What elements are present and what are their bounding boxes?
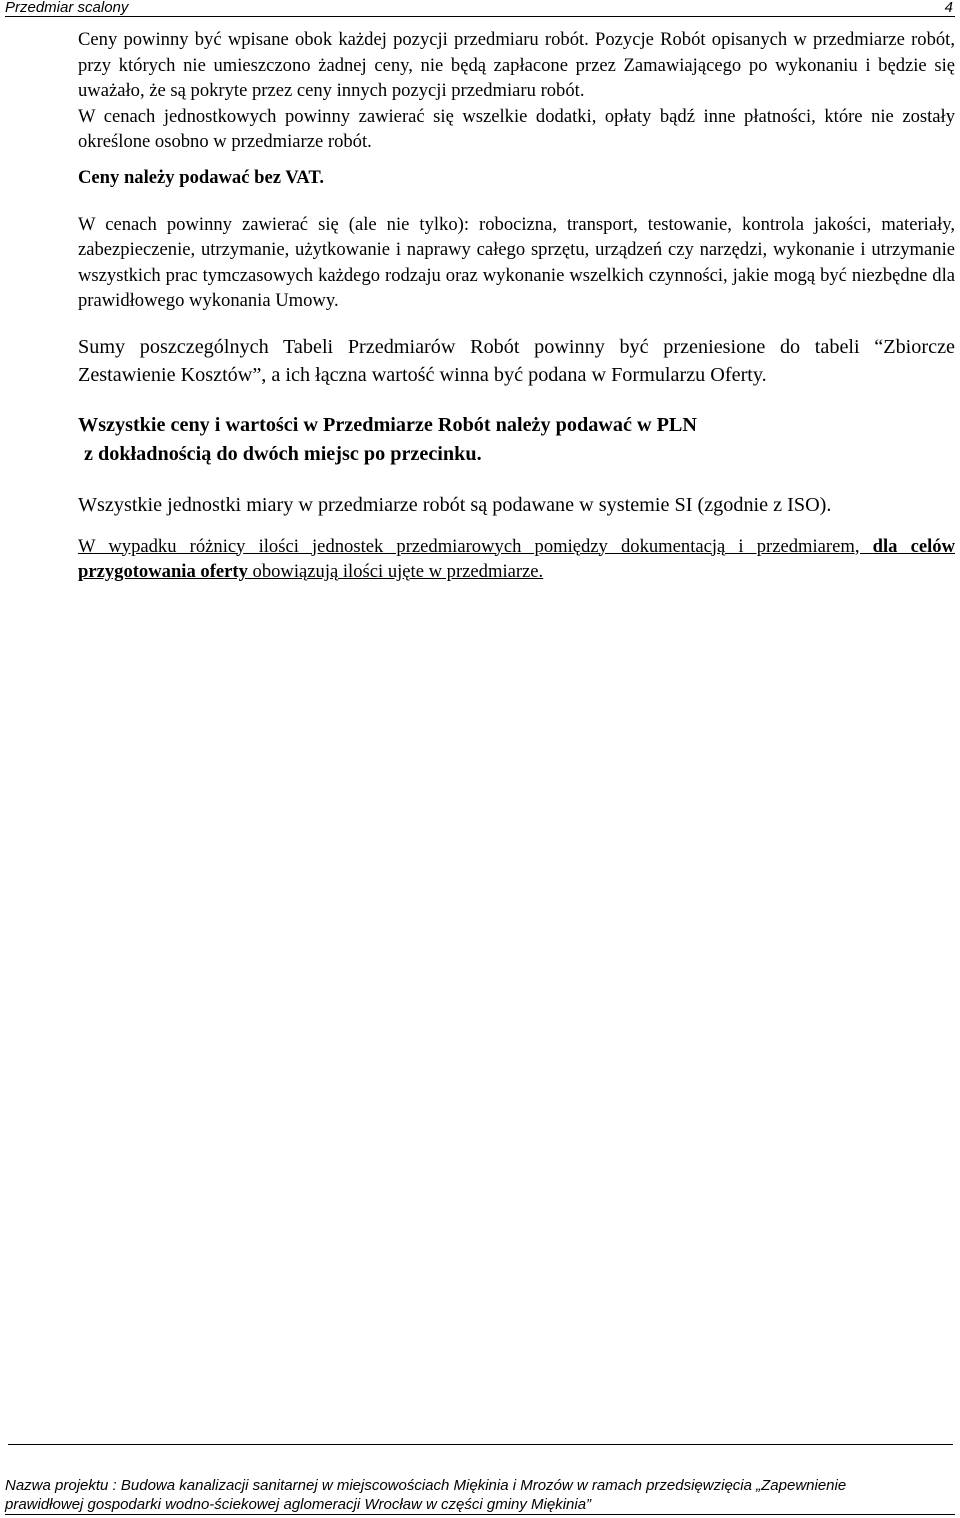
paragraph-unit-prices: W cenach jednostkowych powinny zawierać się wszelkie dodatki, opłaty bądź inne płatności, które nie zostały określone osobno w przedmiarze robót. — [78, 105, 955, 152]
pln-line-2: z dokładnością do dwóch miejsc po przecinku. — [84, 442, 482, 465]
document-body — [78, 27, 955, 585]
paragraph-no-vat: Ceny należy podawać bez VAT. — [78, 166, 325, 188]
footer-project-line-1: Nazwa projektu : Budowa kanalizacji sanitarnej w miejscowościach Miękinia i Mrozów w ramach przedsięwzięcia „Zapewnienie — [5, 1477, 847, 1494]
paragraph-si-units: Wszystkie jednostki miary w przedmiarze robót są podawane w systemie SI (zgodnie z ISO). — [78, 493, 832, 516]
page-header — [5, 0, 955, 17]
header-document-title: Przedmiar scalony — [5, 0, 129, 16]
header-page-number: 4 — [944, 0, 953, 16]
paragraph-quantity-difference — [78, 534, 955, 585]
footer-separator — [8, 1444, 953, 1445]
footer-project-line-2: prawidłowej gospodarki wodno-ściekowej aglomeracji Wrocław w części gminy Miękinia” — [5, 1495, 955, 1515]
paragraph-sum-transfer: Sumy poszczególnych Tabeli Przedmiarów Robót powinny być przeniesione do tabeli “Zbiorcze Zestawienie Kosztów”, a ich łączna wartość winna być podana w Formularzu Oferty. — [78, 335, 955, 386]
pln-line-1: Wszystkie ceny i wartości w Przedmiarze Robót należy podawać w PLN — [78, 413, 697, 436]
quantity-text-3: obowiązują ilości ujęte w przedmiarze. — [247, 561, 544, 582]
page-footer — [5, 1476, 955, 1515]
quantity-text-1: W wypadku różnicy ilości jednostek przedmiarowych pomiędzy dokumentacją i przedmiarem, — [78, 535, 873, 557]
paragraph-prices-per-item: Ceny powinny być wpisane obok każdej pozycji przedmiaru robót. Pozycje Robót opisanych w przedmiarze robót, przy których nie umieszczono żadnej ceny, nie będą zapłacone przez Zamawiającego po wykonaniu i będzie się uważało, że są pokryte przez ceny innych pozycji przedmiaru robót. — [78, 29, 955, 101]
paragraph-pln-precision — [78, 411, 955, 469]
quantity-text-bold: dla celów przygotowania oferty — [78, 535, 955, 582]
paragraph-price-components: W cenach powinny zawierać się (ale nie tylko): robocizna, transport, testowanie, kontrola jakości, materiały, zabezpieczenie, utrzymanie, użytkowanie i naprawy całego sprzętu, urządzeń czy narzędzi, wykonanie i utrzymanie wszystkich prac tymczasowych każdego rodzaju oraz wykonanie wszelkich czynności, jakie mogą być niezbędne dla prawidłowego wykonania Umowy. — [78, 213, 955, 311]
